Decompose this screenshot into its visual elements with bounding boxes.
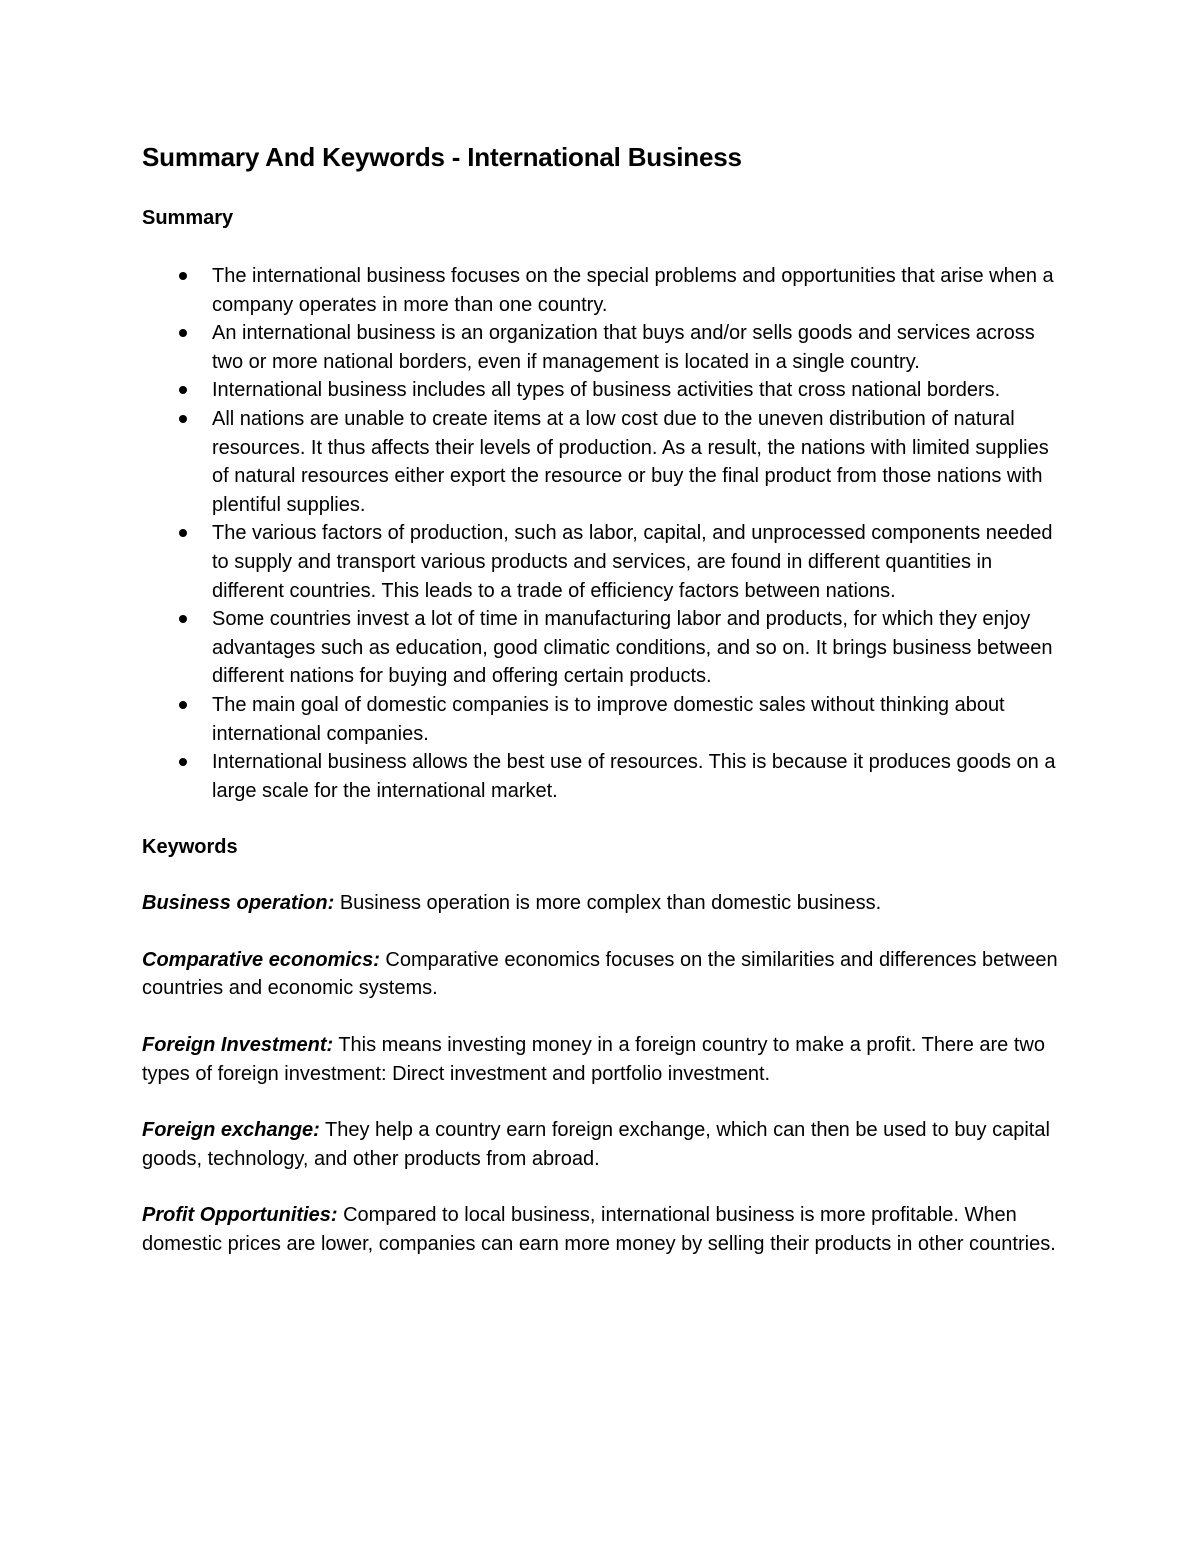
summary-item-text: The various factors of production, such as labor, capital, and unprocessed components needed to supply and transport various products and services, are found in different quantities in different countries. This leads to a trade of efficiency factors between nations. <box>212 522 1053 602</box>
summary-item-text: International business allows the best use of resources. This is because it produces goods on a large scale for the international market. <box>212 751 1056 802</box>
summary-item-text: International business includes all types of business activities that cross national borders. <box>212 379 1001 402</box>
bullet-icon <box>179 415 187 423</box>
bullet-icon <box>179 758 187 766</box>
keyword-definition: Compared to local business, international business is more profitable. When domestic prices are lower, companies can earn more money by selling their products in other countries. <box>142 1204 1056 1256</box>
keyword-definition: This means investing money in a foreign country to make a profit. There are two types of foreign investment: Direct investment and portfolio investment. <box>142 1034 1045 1085</box>
document-page <box>142 138 1062 1259</box>
keyword-definition: Business operation is more complex than domestic business. <box>339 892 882 915</box>
bullet-icon <box>179 272 187 280</box>
keyword-entry <box>142 1031 1062 1088</box>
keyword-entry <box>142 889 1062 918</box>
summary-list-item <box>142 319 1062 376</box>
summary-list-item <box>142 691 1062 748</box>
document-title: Summary And Keywords - International Business <box>142 142 742 172</box>
keyword-entry <box>142 946 1062 1003</box>
keyword-definition: Comparative economics focuses on the similarities and differences between countries and economic systems. <box>142 948 1058 1000</box>
summary-item-text: An international business is an organization that buys and/or sells goods and services across two or more national borders, even if management is located in a single country. <box>212 322 1035 373</box>
summary-list-item <box>142 605 1062 691</box>
bullet-icon <box>179 386 187 394</box>
keyword-term: Foreign exchange: <box>142 1119 320 1142</box>
keywords-heading: Keywords <box>142 836 238 859</box>
keyword-definition: They help a country earn foreign exchange, which can then be used to buy capital goods, technology, and other products from abroad. <box>142 1119 1050 1170</box>
summary-list <box>142 262 1062 805</box>
summary-list-item <box>142 748 1062 805</box>
keyword-term: Comparative economics: <box>142 948 380 971</box>
summary-item-text: All nations are unable to create items at a low cost due to the uneven distribution of natural resources. It thus affects their levels of production. As a result, the nations with limited supplies of natural resources either export the resource or buy the final product from those nations with plentiful supplies. <box>212 407 1049 516</box>
summary-list-item <box>142 405 1062 519</box>
keyword-term: Foreign Investment: <box>142 1034 334 1057</box>
keyword-term: Profit Opportunities: <box>142 1204 338 1227</box>
summary-item-text: The main goal of domestic companies is to improve domestic sales without thinking about international companies. <box>212 693 1005 745</box>
summary-list-item <box>142 376 1062 405</box>
summary-heading: Summary <box>142 207 234 229</box>
summary-item-text: The international business focuses on the special problems and opportunities that arise when a company operates in more than one country. <box>212 265 1054 316</box>
bullet-icon <box>179 701 187 709</box>
keyword-term: Business operation: <box>142 892 335 915</box>
bullet-icon <box>179 615 187 623</box>
summary-list-item <box>142 262 1062 319</box>
keyword-entry <box>142 1116 1062 1173</box>
keyword-entry <box>142 1201 1062 1258</box>
bullet-icon <box>179 529 187 537</box>
bullet-icon <box>179 329 187 337</box>
summary-item-text: Some countries invest a lot of time in manufacturing labor and products, for which they enjoy advantages such as education, good climatic conditions, and so on. It brings business between different nations for buying and offering certain products. <box>212 608 1053 688</box>
summary-list-item <box>142 519 1062 605</box>
